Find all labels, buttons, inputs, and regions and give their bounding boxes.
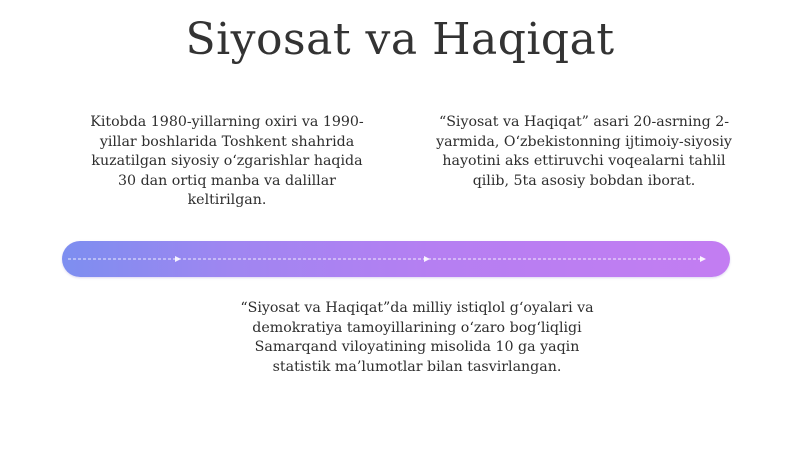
timeline-bar (62, 241, 730, 277)
text-block-right: “Siyosat va Haqiqat” asari 20-asrning 2-yarmida, O‘zbekistonning ijtimoiy-siyosiy hayotini aks ettiruvchi voqealarni tahlil qilib, 5ta asosiy bobdan iborat. (436, 114, 732, 189)
timeline-arrow-marker (424, 256, 430, 262)
page-title: Siyosat va Haqiqat (185, 14, 615, 65)
timeline-arrow-marker (700, 256, 706, 262)
text-block-left: Kitobda 1980-yillarning oxiri va 1990-yillar boshlarida Toshkent shahrida kuzatilgan siyosiy o‘zgarishlar haqida 30 dan ortiq manba va dalillar keltirilgan. (90, 114, 364, 208)
timeline-track (62, 241, 730, 277)
timeline-arrow-marker (175, 256, 181, 262)
text-block-bottom: “Siyosat va Haqiqat”da milliy istiqlol g‘oyalari va demokratiya tamoyillarining o‘zaro bog‘liqligi Samarqand viloyatining misolida 10 ga yaqin statistik ma’lumotlar bilan tasvirlangan. (240, 300, 594, 375)
